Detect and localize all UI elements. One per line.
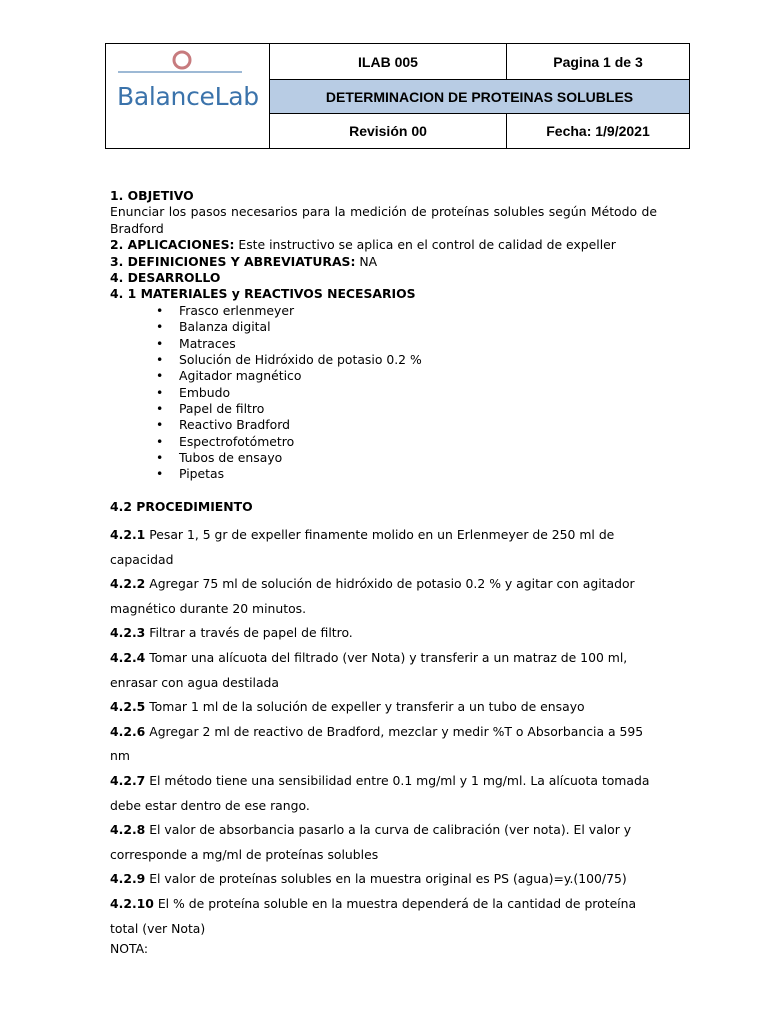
document-title: DETERMINACION DE PROTEINAS SOLUBLES [270, 80, 690, 114]
procedure-steps [110, 523, 657, 941]
materials-list [110, 303, 657, 483]
procedure-step: 4.2.3 Filtrar a través de papel de filtro. [110, 625, 353, 641]
list-item: • Espectrofotómetro [110, 434, 657, 450]
objetivo-heading: 1. OBJETIVO [110, 188, 194, 203]
desarrollo-heading: 4. DESARROLLO [110, 270, 221, 286]
procedure-step: 4.2.7 El método tiene una sensibilidad entre 0.1 mg/ml y 1 mg/ml. La alícuota tomada debe estar dentro de ese rango. [110, 772, 650, 813]
revision: Revisión 00 [270, 114, 507, 149]
list-item: • Papel de filtro [110, 401, 657, 417]
procedure-step: 4.2.10 El % de proteína soluble en la muestra dependerá de la cantidad de proteína total (ver Nota) [110, 895, 637, 936]
list-item: • Embudo [110, 385, 657, 401]
nota-label: NOTA: [110, 941, 149, 957]
document-body [110, 188, 657, 958]
materiales-heading: 4. 1 MATERIALES y REACTIVOS NECESARIOS [110, 286, 416, 302]
document-code: ILAB 005 [270, 44, 507, 80]
procedure-step: 4.2.6 Agregar 2 ml de reactivo de Bradford, mezclar y medir %T o Absorbancia a 595 nm [110, 723, 644, 764]
procedimiento-heading: 4.2 PROCEDIMIENTO [110, 498, 253, 514]
page-number: Pagina 1 de 3 [507, 44, 690, 80]
list-item: • Frasco erlenmeyer [110, 303, 657, 319]
procedure-step: 4.2.1 Pesar 1, 5 gr de expeller finamente molido en un Erlenmeyer de 250 ml de capacidad [110, 527, 615, 567]
definiciones: 3. DEFINICIONES Y ABREVIATURAS: NA [110, 253, 378, 269]
list-item: • Matraces [110, 336, 657, 352]
list-item: • Reactivo Bradford [110, 417, 657, 433]
logo-text: BalanceLab [117, 81, 259, 111]
logo-cell [106, 44, 270, 149]
list-item: • Balanza digital [110, 319, 657, 335]
objetivo-text: Enunciar los pasos necesarios para la medición de proteínas solubles según Método de Bradford [110, 204, 657, 236]
procedure-step: 4.2.5 Tomar 1 ml de la solución de expeller y transferir a un tubo de ensayo [110, 699, 585, 715]
balancelab-logo [106, 45, 269, 148]
procedure-step: 4.2.4 Tomar una alícuota del filtrado (ver Nota) y transferir a un matraz de 100 ml, enrasar con agua destilada [110, 650, 628, 690]
list-item: • Pipetas [110, 466, 657, 482]
list-item: • Tubos de ensayo [110, 450, 657, 466]
list-item: • Agitador magnético [110, 368, 657, 384]
procedure-step: 4.2.8 El valor de absorbancia pasarlo a la curva de calibración (ver nota). El valor y corresponde a mg/ml de proteínas solubles [110, 822, 632, 862]
list-item: • Solución de Hidróxido de potasio 0.2 % [110, 352, 657, 368]
procedure-step: 4.2.9 El valor de proteínas solubles en la muestra original es PS (agua)=y.(100/75) [110, 871, 627, 887]
aplicaciones: 2. APLICACIONES: Este instructivo se aplica en el control de calidad de expeller [110, 237, 616, 253]
procedure-step: 4.2.2 Agregar 75 ml de solución de hidróxido de potasio 0.2 % y agitar con agitador magnético durante 20 minutos. [110, 576, 635, 616]
document-header [105, 43, 690, 149]
date: Fecha: 1/9/2021 [507, 114, 690, 149]
